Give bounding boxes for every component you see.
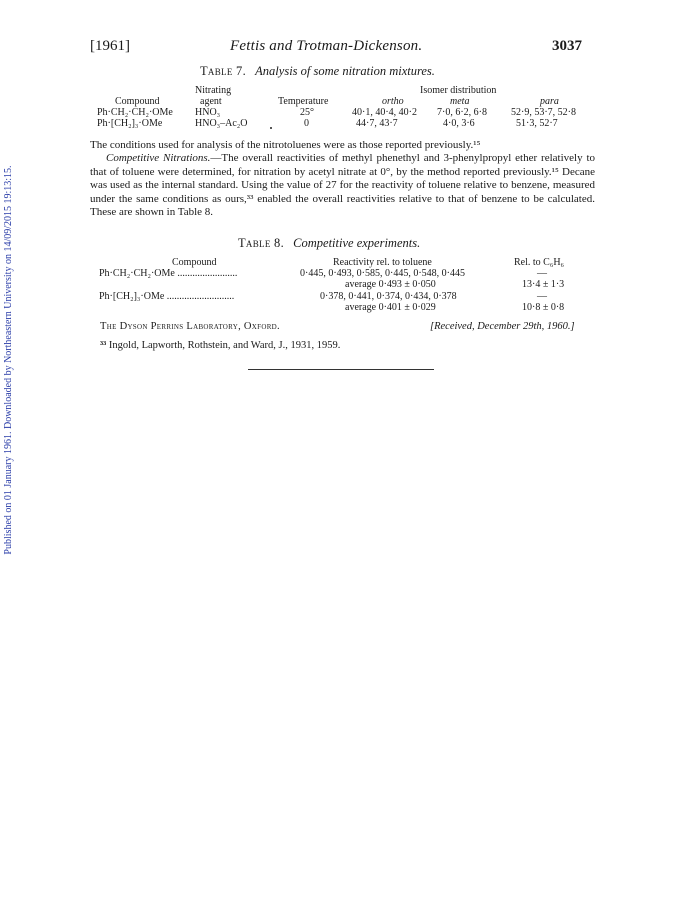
table8-title: Competitive experiments. (293, 236, 421, 250)
paragraph-competitive-text: —The overall reactivities of methyl phenethyl and 3-phenylpropyl ether relatively to that of toluene were determined, for nitration by acetyl nitrate at 0°, by the method reported previously.¹⁵ Decane was used as the internal standard. Using the value of 27 for the reactivity of toluene relative to benzene, measured under the same conditions as ours,³³ enabled the overall reactivities relative to that of benzene to be calculated. These are shown in Table 8. (90, 152, 596, 219)
table8-row1-avg-rel: 13·4 ± 1·3 (522, 279, 565, 290)
table8-row2-values: 0·378, 0·441, 0·374, 0·434, 0·378 (320, 291, 457, 302)
lab-address: The Dyson Perrins Laboratory, Oxford. (100, 321, 280, 332)
table7-header-isomer: Isomer distribution (420, 85, 497, 96)
reference-number: ³³ (100, 340, 107, 351)
body-text (90, 139, 595, 219)
reference-33 (100, 340, 340, 351)
stray-dot (270, 127, 272, 129)
table7-header-temperature: Temperature (278, 96, 329, 107)
table8-row1-compound: Ph·CH₂·CH₂·OMe ........................ (99, 268, 238, 279)
table7-row1-compound: Ph·CH₂·CH₂·OMe (97, 107, 173, 118)
table7-header-para: para (540, 96, 559, 107)
table8-row1-values: 0·445, 0·493, 0·585, 0·445, 0·548, 0·445 (300, 268, 465, 279)
paragraph-conditions: The conditions used for analysis of the nitrotoluenes were as those reported previously.¹⁵ (90, 139, 481, 151)
table8-header-compound: Compound (172, 257, 217, 268)
table7-header-nitrating: Nitrating (195, 85, 232, 96)
header-title: Fettis and Trotman-Dickenson. (230, 38, 423, 54)
table8-row1-average: average 0·493 ± 0·050 (345, 279, 436, 290)
table8-row2-rel: — (537, 291, 547, 302)
table7-row2-agent: HNO₃–Ac₂O (195, 118, 248, 129)
table7-header-compound: Compound (115, 96, 160, 107)
end-rule (248, 369, 434, 370)
table7-row1-agent: HNO₃ (195, 107, 221, 118)
header-year: [1961] (90, 38, 130, 54)
table7-header-agent: agent (200, 96, 222, 107)
section-heading: Competitive Nitrations. (106, 152, 211, 165)
table7-row2-ortho: 44·7, 43·7 (356, 118, 398, 129)
table8-header-reactivity: Reactivity rel. to toluene (333, 257, 432, 268)
paragraph-competitive (90, 152, 595, 219)
reference-text: Ingold, Lapworth, Rothstein, and Ward, J., 1931, 1959. (108, 340, 341, 351)
table8-row2-compound: Ph·[CH₂]₃·OMe ........................... (99, 291, 235, 302)
received-date: [Received, December 29th, 1960.] (430, 321, 575, 332)
table7-row1-meta: 7·0, 6·2, 6·8 (437, 107, 487, 118)
table7-row1-temp: 25° (300, 107, 314, 118)
table7-header-ortho: ortho (382, 96, 404, 107)
table8-row2-average: average 0·401 ± 0·029 (345, 302, 436, 313)
table7-row2-compound: Ph·[CH₂]₃·OMe (97, 118, 163, 129)
download-notice: Published on 01 January 1961. Downloaded by Northeastern University on 14/09/2015 19:13:15. (3, 165, 14, 555)
table7-row2-para: 51·3, 52·7 (516, 118, 558, 129)
table8-row2-avg-rel: 10·8 ± 0·8 (522, 302, 565, 313)
table7-row1-para: 52·9, 53·7, 52·8 (511, 107, 576, 118)
page-number: 3037 (552, 38, 582, 54)
table7-title: Analysis of some nitration mixtures. (255, 64, 435, 78)
table7-row2-temp: 0 (304, 118, 309, 129)
table7-row1-ortho: 40·1, 40·4, 40·2 (352, 107, 417, 118)
table7-header-meta: meta (450, 96, 470, 107)
table8-label: Table 8. (238, 236, 285, 250)
table7-caption (200, 64, 435, 79)
table7-label: Table 7. (200, 64, 247, 78)
table8-caption (238, 236, 420, 251)
table8-header-rel: Rel. to C₆H₆ (514, 257, 565, 268)
table8-row1-rel: — (537, 268, 547, 279)
table7-row2-meta: 4·0, 3·6 (443, 118, 475, 129)
